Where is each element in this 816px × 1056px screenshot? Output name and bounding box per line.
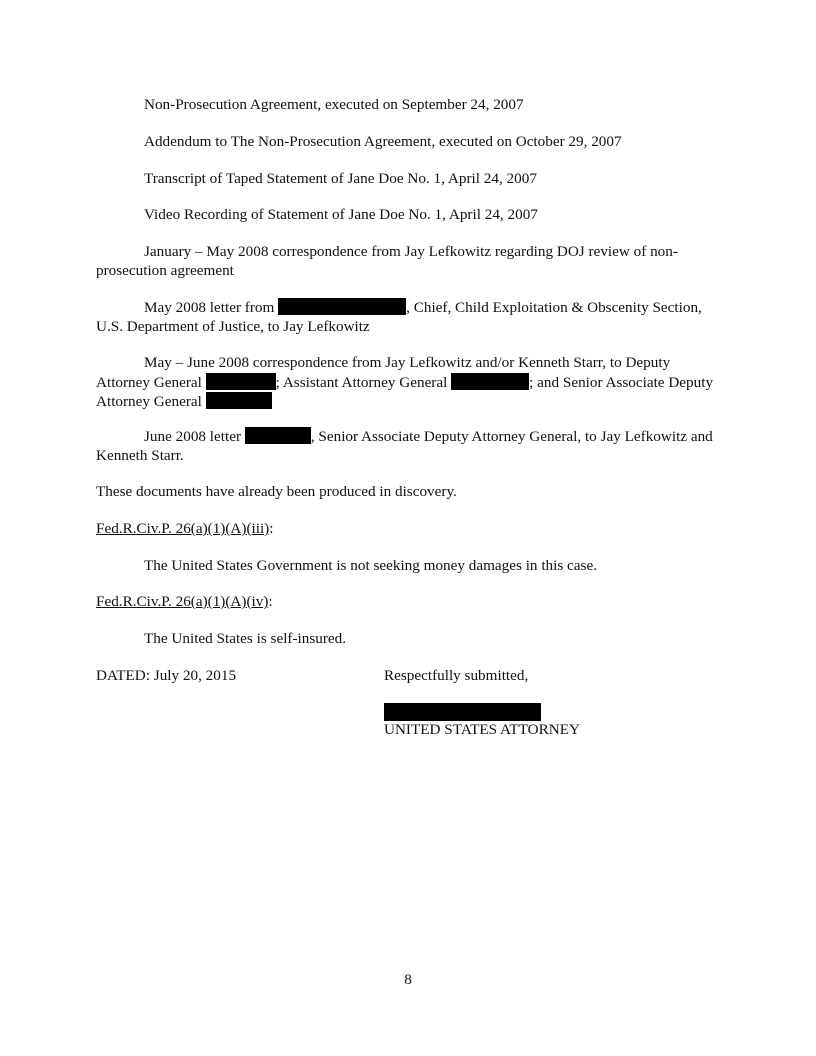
closing-line: Respectfully submitted, — [384, 667, 529, 684]
exhibit-item: Video Recording of Statement of Jane Doe No. 1, April 24, 2007 — [144, 206, 538, 223]
redaction-bar — [278, 298, 406, 315]
exhibit-item: Addendum to The Non-Prosecution Agreement, executed on October 29, 2007 — [144, 133, 622, 150]
exhibit-item: January – May 2008 correspondence from Jay Lefkowitz regarding DOJ review of non-prosecution agreement — [96, 243, 678, 279]
text-run: ; and Senior Associate Deputy Attorney General — [96, 373, 714, 410]
rule-colon: : — [269, 520, 274, 537]
rule-citation: Fed.R.Civ.P. 26(a)(1)(A)(iv) — [96, 593, 269, 610]
exhibit-item: Non-Prosecution Agreement, executed on September 24, 2007 — [144, 96, 524, 113]
rule-heading — [96, 593, 721, 612]
rule-colon: : — [268, 593, 273, 610]
redaction-bar — [384, 703, 541, 721]
exhibit-item: Transcript of Taped Statement of Jane Doe No. 1, April 24, 2007 — [144, 170, 537, 187]
text-run: , Chief, Child Exploitation & Obscenity Section, U.S. Department of Justice, to Jay Lefkowitz — [96, 299, 702, 335]
redaction-bar — [245, 427, 311, 444]
text-run: May – June 2008 correspondence from Jay Lefkowitz and/or Kenneth Starr, to Deputy Attorney General — [96, 354, 671, 391]
text-run: , Senior Associate Deputy Attorney General, to Jay Lefkowitz and Kenneth Starr. — [96, 428, 713, 464]
redaction-bar — [206, 392, 272, 409]
redaction-bar — [206, 373, 276, 390]
text-run: ; Assistant Attorney General — [275, 373, 452, 391]
rule-citation: Fed.R.Civ.P. 26(a)(1)(A)(iii) — [96, 520, 270, 537]
text-run: May 2008 letter from — [144, 299, 279, 316]
exhibit-item — [96, 427, 721, 465]
exhibit-item — [96, 354, 721, 412]
redaction-bar — [451, 373, 529, 390]
exhibit-item — [96, 298, 721, 336]
signer-title: UNITED STATES ATTORNEY — [384, 721, 580, 738]
dated-line: DATED: July 20, 2015 — [96, 667, 237, 684]
rule-text: The United States is self-insured. — [144, 630, 347, 647]
page-number: 8 — [404, 971, 412, 988]
rule-heading — [96, 520, 721, 539]
rule-text: The United States Government is not seeking money damages in this case. — [144, 557, 597, 574]
produced-note: These documents have already been produced in discovery. — [96, 483, 457, 500]
text-run: June 2008 letter — [144, 428, 245, 445]
